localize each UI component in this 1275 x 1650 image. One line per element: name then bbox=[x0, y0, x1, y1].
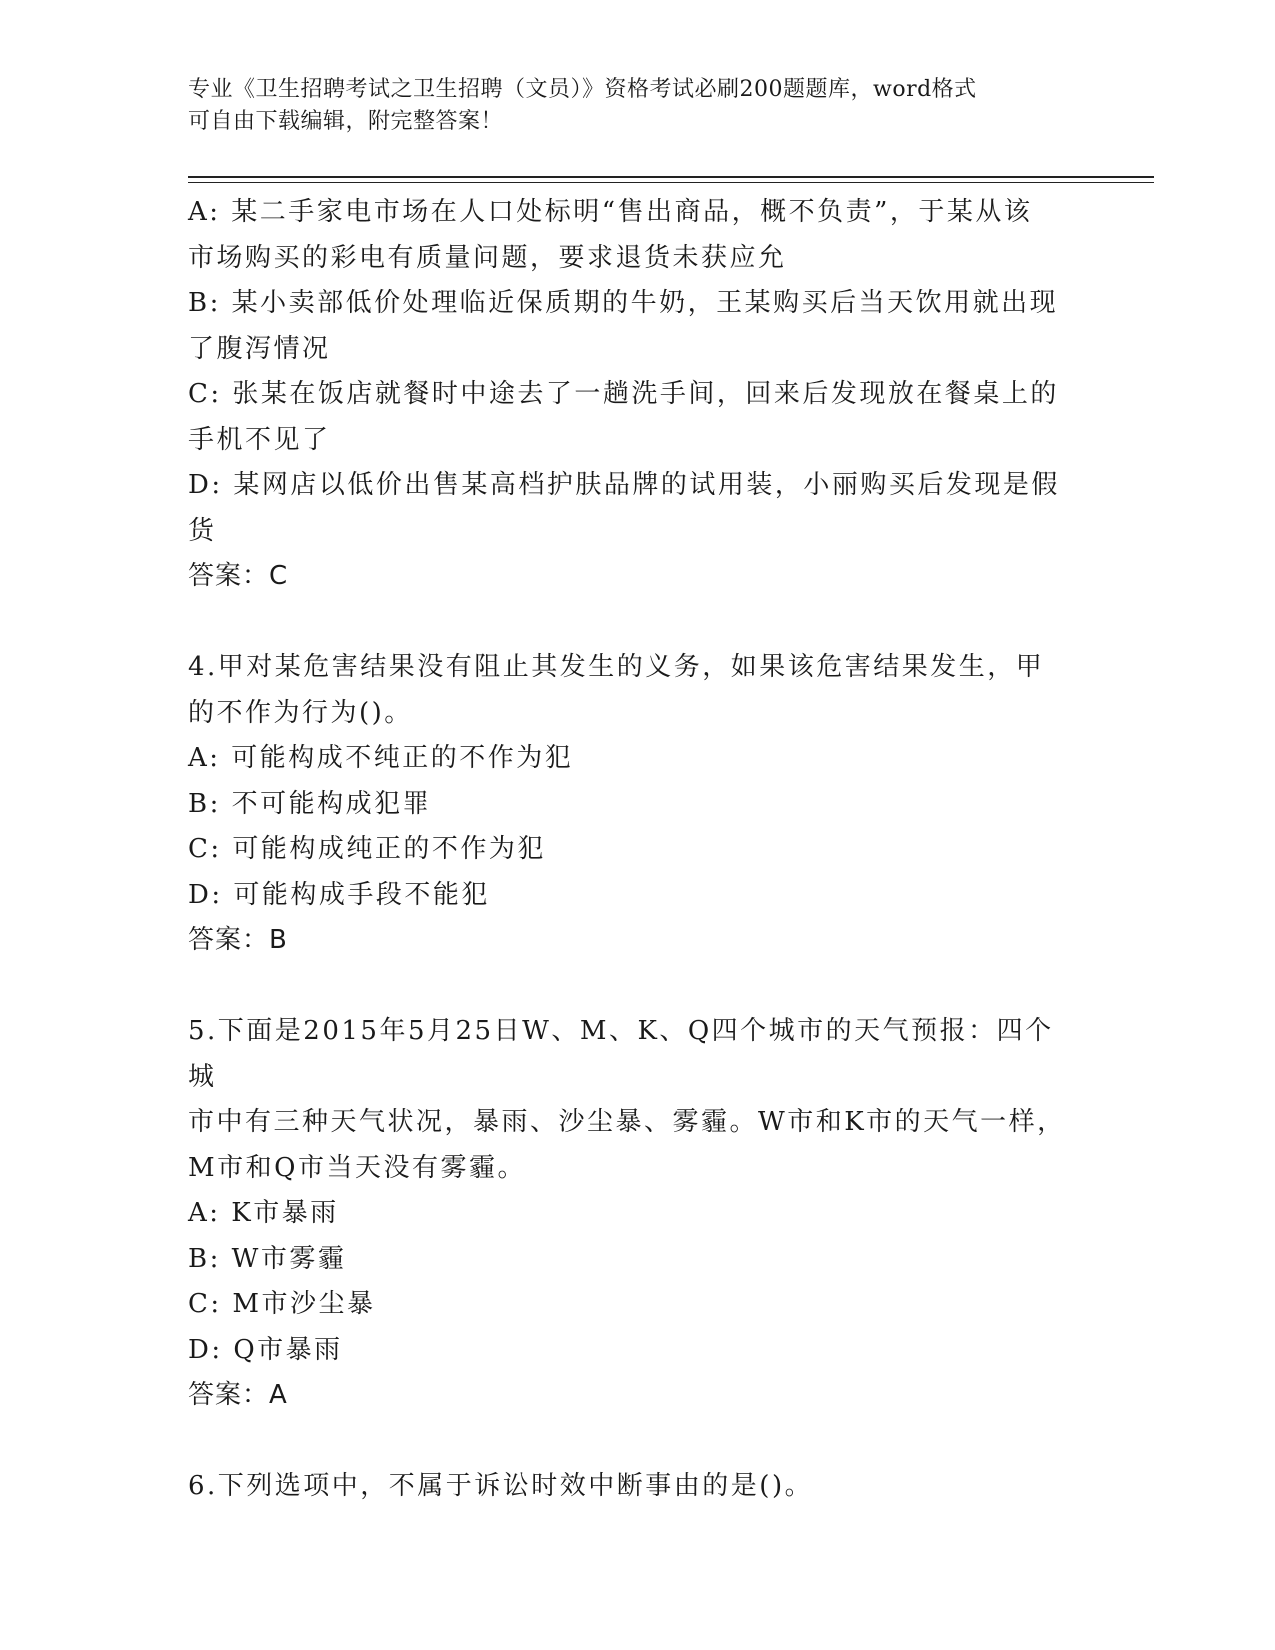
header-line-1: 专业《卫生招聘考试之卫生招聘（文员）》资格考试必刷200题题库，word格式 bbox=[188, 77, 977, 102]
header-rule-thick bbox=[188, 176, 1154, 178]
spacer bbox=[188, 1419, 1078, 1465]
q3-option-a-line-2: 市场购买的彩电有质量问题，要求退货未获应允 bbox=[188, 242, 787, 273]
q4-stem-line-2: 的不作为行为()。 bbox=[188, 697, 413, 728]
document-header bbox=[188, 74, 1068, 138]
q3-option-a-line-1: A: 某二手家电市场在人口处标明“售出商品，概不负责”，于某从该 bbox=[188, 197, 1033, 227]
header-line-2: 可自由下载编辑，附完整答案！ bbox=[188, 109, 504, 134]
q3-option-c-line-1: C: 张某在饭店就餐时中途去了一趟洗手间，回来后发现放在餐桌上的 bbox=[188, 379, 1059, 409]
q5-option-b: B: W市雾霾 bbox=[188, 1243, 347, 1274]
q3-option-d-line-1: D: 某网店以低价出售某高档护肤品牌的试用装，小丽购买后发现是假 bbox=[188, 470, 1060, 500]
q3-option-c-line-2: 手机不见了 bbox=[188, 424, 331, 455]
q5-stem-line-3: M市和Q市当天没有雾霾。 bbox=[188, 1152, 526, 1183]
q5-option-a: A: K市暴雨 bbox=[188, 1198, 339, 1228]
q3-option-b-line-1: B: 某小卖部低价处理临近保质期的牛奶，王某购买后当天饮用就出现 bbox=[188, 288, 1059, 318]
question-3-block bbox=[188, 190, 1078, 600]
q4-option-b: B: 不可能构成犯罪 bbox=[188, 788, 432, 819]
question-content bbox=[188, 190, 1078, 1510]
spacer bbox=[188, 964, 1078, 1010]
question-5-block bbox=[188, 1009, 1078, 1419]
q4-option-c: C: 可能构成纯正的不作为犯 bbox=[188, 834, 546, 864]
q5-stem-line-2: 市中有三种天气状况，暴雨、沙尘暴、雾霾。W市和K市的天气一样， bbox=[188, 1107, 1066, 1137]
spacer bbox=[188, 600, 1078, 646]
question-6-block bbox=[188, 1464, 1078, 1510]
question-4-block bbox=[188, 645, 1078, 964]
q4-stem-line-1: 4.甲对某危害结果没有阻止其发生的义务，如果该危害结果发生，甲 bbox=[188, 652, 1045, 682]
q4-answer: 答案：B bbox=[188, 925, 288, 955]
q4-option-d: D: 可能构成手段不能犯 bbox=[188, 879, 490, 910]
q4-option-a: A: 可能构成不纯正的不作为犯 bbox=[188, 743, 574, 773]
q5-answer: 答案：A bbox=[188, 1380, 288, 1410]
q5-option-d: D: Q市暴雨 bbox=[188, 1334, 343, 1365]
q3-option-d-line-2: 货 bbox=[188, 515, 217, 546]
q6-stem-line-1: 6.下列选项中，不属于诉讼时效中断事由的是()。 bbox=[188, 1471, 814, 1501]
q5-option-c: C: M市沙尘暴 bbox=[188, 1289, 376, 1319]
q3-answer: 答案：C bbox=[188, 561, 289, 591]
q5-stem-line-1: 5.下面是2015年5月25日W、M、K、Q四个城市的天气预报：四个城 bbox=[188, 1016, 1054, 1092]
header-rule-thin bbox=[188, 182, 1154, 183]
q3-option-b-line-2: 了腹泻情况 bbox=[188, 333, 331, 364]
